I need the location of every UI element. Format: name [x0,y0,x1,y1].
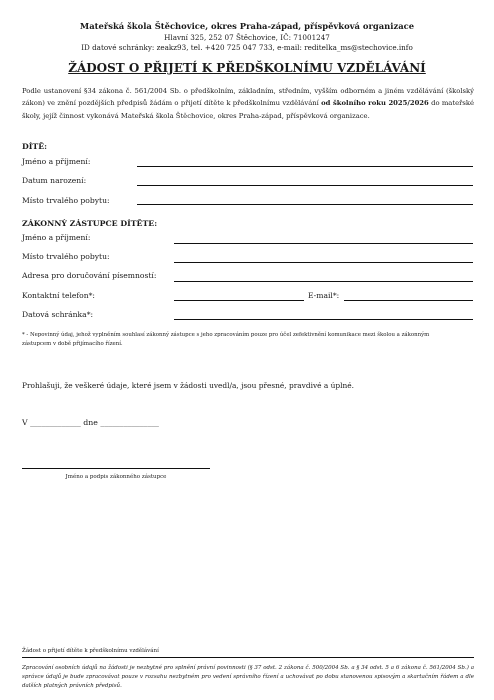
guardian-databox-field[interactable] [174,319,473,320]
place-prefix: V [22,418,28,427]
school-contacts: ID datové schránky: zeakz93, tel. +420 725 047 733, e-mail: reditelka_ms@stechovice.info [81,43,413,52]
school-address: Hlavní 325, 252 07 Štěchovice, IČ: 71001247 [164,33,330,42]
guardian-email-label: E-mail*: [308,291,340,300]
guardian-mail-address-label: Adresa pro doručování písemností: [22,271,157,280]
intro-text-end: do mateřské školy, jejíž činnost vykonává Mateřská škola Štěchovice, okres Praha-západ, příspěvková organizace. [22,99,474,120]
child-birthdate-field[interactable] [137,185,473,186]
date-word: dne [83,418,98,427]
child-residence-field[interactable] [137,204,473,205]
guardian-email-field[interactable] [344,300,473,301]
child-section-heading: DÍTĚ: [22,142,48,151]
guardian-phone-field[interactable] [174,300,304,301]
footer-document-title: Žádost o přijetí dítěte k předškolnímu vzdělávání [22,648,159,654]
place-date-line [22,418,159,427]
signature-caption: Jméno a podpis zákonného zástupce [65,474,167,480]
date-blank[interactable]: _______________ [100,418,159,427]
guardian-residence-label: Místo trvalého pobytu: [22,252,110,261]
guardian-databox-label: Datová schránka*: [22,310,94,319]
optional-fields-footnote: * - Nepovinný údaj, jehož vyplněním souhlasí zákonný zástupce s jeho zpracováním pouze pro účel zefektivnění komunikace mezi školou a zákonným zástupcem v době přijímacího řízení. [22,332,430,347]
gdpr-note: Zpracování osobních údajů na žádosti je nezbytné pro splnění právní povinnosti (§ 37 odst. 2 zákona č. 500/2004 Sb. a § 34 odst. 5 a 6 zákona č. 561/2004 Sb.) a správce údajů je bude zpracovávat pouze v rozsahu nezbytném pro vedení správního řízení a uchovávat po dobu stanovenou spisovým a skartačním řádem a dle dalších platných právních předpisů. [22,665,474,689]
guardian-name-label: Jméno a příjmení: [22,233,91,242]
child-residence-label: Místo trvalého pobytu: [22,196,110,205]
signature-line[interactable] [22,468,210,469]
school-name: Mateřská škola Štěchovice, okres Praha-západ, příspěvková organizace [79,21,415,31]
guardian-section-heading: ZÁKONNÝ ZÁSTUPCE DÍTĚTE: [22,219,158,228]
child-name-label: Jméno a příjmení: [22,157,91,166]
declaration-text: Prohlašuji, že veškeré údaje, které jsem v žádosti uvedl/a, jsou přesné, pravdivé a úplné. [22,381,354,390]
guardian-mail-address-field[interactable] [174,281,473,282]
child-name-field[interactable] [137,166,473,167]
intro-text-start: Podle ustanovení §34 zákona č. 561/2004 Sb. o předškolním, základním, středním, vyšším odborném a jiném vzdělávání (školský zákon) ve znění pozdějších předpisů žádám o přijetí dítěte k předškolnímu vzdělávání [22,87,474,108]
school-year-text: od školního roku 2025/2026 [321,99,429,108]
guardian-name-field[interactable] [174,243,473,244]
form-title: ŽÁDOST O PŘIJETÍ K PŘEDŠKOLNÍMU VZDĚLÁVÁNÍ [68,61,426,75]
child-birthdate-label: Datum narození: [22,176,87,185]
footer-divider [22,657,474,658]
intro-paragraph [22,85,474,122]
guardian-residence-field[interactable] [174,262,473,263]
guardian-phone-label: Kontaktní telefon*: [22,291,95,300]
place-blank[interactable]: _____________ [30,418,81,427]
